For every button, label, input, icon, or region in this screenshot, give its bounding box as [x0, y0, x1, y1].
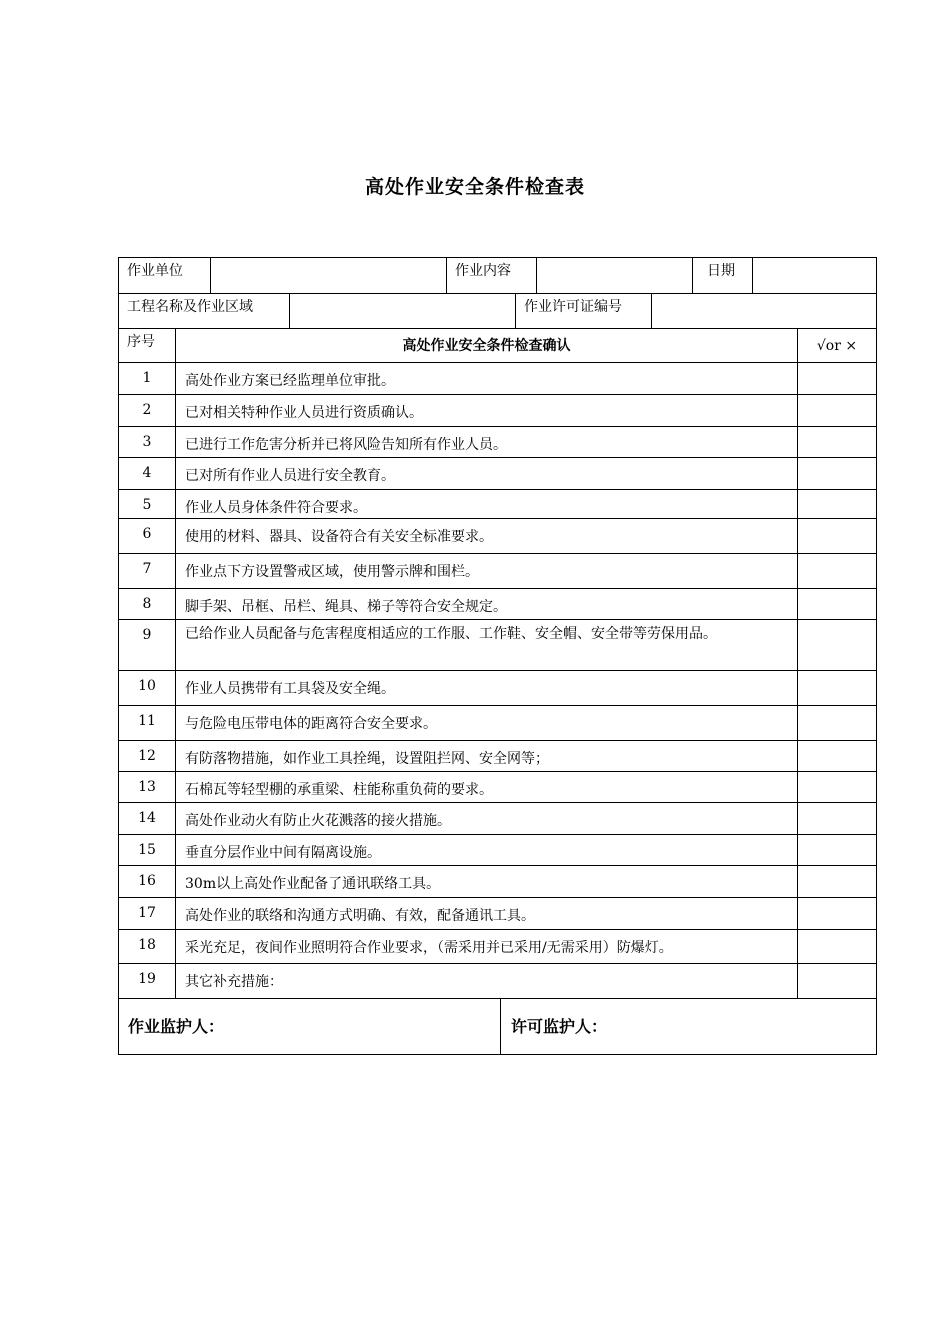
item-number: 8	[119, 589, 176, 620]
table-row	[119, 964, 877, 999]
table-row	[119, 898, 877, 930]
item-text: 垂直分层作业中间有隔离设施。	[176, 835, 798, 866]
table-row	[119, 395, 877, 427]
item-text: 高处作业的联络和沟通方式明确、有效，配备通讯工具。	[176, 898, 798, 930]
table-row	[119, 519, 877, 554]
item-check-field[interactable]	[798, 490, 877, 519]
table-row	[119, 363, 877, 395]
item-check-field[interactable]	[798, 554, 877, 589]
header-row-2	[119, 294, 877, 329]
item-text: 已给作业人员配备与危害程度相适应的工作服、工作鞋、安全帽、安全带等劳保用品。	[176, 620, 798, 671]
table-row	[119, 741, 877, 772]
item-number: 15	[119, 835, 176, 866]
item-text: 高处作业方案已经监理单位审批。	[176, 363, 798, 395]
item-text: 采光充足，夜间作业照明符合作业要求，（需采用并已采用/无需采用）防爆灯。	[176, 930, 798, 964]
item-check-field[interactable]	[798, 930, 877, 964]
item-check-field[interactable]	[798, 671, 877, 706]
content-label: 作业内容	[447, 258, 537, 294]
item-check-field[interactable]	[798, 458, 877, 490]
item-check-field[interactable]	[798, 803, 877, 835]
item-text: 30m以上高处作业配备了通讯联络工具。	[176, 866, 798, 898]
item-text: 作业点下方设置警戒区域，使用警示牌和围栏。	[176, 554, 798, 589]
item-number: 2	[119, 395, 176, 427]
item-text: 作业人员身体条件符合要求。	[176, 490, 798, 519]
table-row	[119, 554, 877, 589]
item-check-field[interactable]	[798, 363, 877, 395]
item-number: 7	[119, 554, 176, 589]
item-number: 18	[119, 930, 176, 964]
item-check-field[interactable]	[798, 395, 877, 427]
table-row	[119, 458, 877, 490]
item-text: 石棉瓦等轻型棚的承重梁、柱能称重负荷的要求。	[176, 772, 798, 803]
item-number: 12	[119, 741, 176, 772]
item-check-field[interactable]	[798, 835, 877, 866]
item-check-field[interactable]	[798, 898, 877, 930]
item-list	[119, 363, 877, 999]
item-number: 10	[119, 671, 176, 706]
item-header: 高处作业安全条件检查确认	[176, 329, 798, 363]
date-label: 日期	[693, 258, 753, 294]
item-number: 1	[119, 363, 176, 395]
permit-label: 作业许可证编号	[516, 294, 652, 329]
supervisor-label: 作业监护人：	[119, 999, 501, 1055]
table-row	[119, 490, 877, 519]
date-field[interactable]	[753, 258, 877, 294]
item-check-field[interactable]	[798, 589, 877, 620]
item-number: 19	[119, 964, 176, 999]
item-text: 已进行工作危害分析并已将风险告知所有作业人员。	[176, 427, 798, 458]
item-text: 其它补充措施：	[176, 964, 798, 999]
table-row	[119, 706, 877, 741]
item-check-field[interactable]	[798, 741, 877, 772]
item-number: 17	[119, 898, 176, 930]
table-row	[119, 620, 877, 671]
table-row	[119, 835, 877, 866]
unit-label: 作业单位	[119, 258, 211, 294]
unit-field[interactable]	[211, 258, 447, 294]
item-text: 已对所有作业人员进行安全教育。	[176, 458, 798, 490]
item-text: 脚手架、吊框、吊栏、绳具、梯子等符合安全规定。	[176, 589, 798, 620]
item-number: 13	[119, 772, 176, 803]
item-text: 已对相关特种作业人员进行资质确认。	[176, 395, 798, 427]
item-check-field[interactable]	[798, 427, 877, 458]
item-number: 11	[119, 706, 176, 741]
item-number: 16	[119, 866, 176, 898]
check-header: √or ×	[798, 329, 877, 363]
table-row	[119, 589, 877, 620]
signature-row	[119, 999, 877, 1055]
item-text: 高处作业动火有防止火花溅落的接火措施。	[176, 803, 798, 835]
item-check-field[interactable]	[798, 706, 877, 741]
page-title: 高处作业安全条件检查表	[364, 176, 585, 198]
item-number: 3	[119, 427, 176, 458]
item-number: 14	[119, 803, 176, 835]
item-number: 6	[119, 519, 176, 554]
item-check-field[interactable]	[798, 772, 877, 803]
item-check-field[interactable]	[798, 866, 877, 898]
item-check-field[interactable]	[798, 519, 877, 554]
permit-supervisor-label: 许可监护人：	[501, 999, 877, 1055]
project-label: 工程名称及作业区域	[119, 294, 290, 329]
inspection-form	[118, 257, 877, 1055]
table-row	[119, 866, 877, 898]
project-field[interactable]	[290, 294, 516, 329]
item-number: 5	[119, 490, 176, 519]
table-row	[119, 427, 877, 458]
column-header-row	[119, 329, 877, 363]
table-row	[119, 671, 877, 706]
item-text: 与危险电压带电体的距离符合安全要求。	[176, 706, 798, 741]
permit-field[interactable]	[652, 294, 877, 329]
content-field[interactable]	[537, 258, 693, 294]
table-row	[119, 930, 877, 964]
item-text: 作业人员携带有工具袋及安全绳。	[176, 671, 798, 706]
table-row	[119, 803, 877, 835]
item-number: 9	[119, 620, 176, 671]
seq-header: 序号	[119, 329, 176, 363]
item-check-field[interactable]	[798, 620, 877, 671]
item-number: 4	[119, 458, 176, 490]
item-text: 使用的材料、器具、设备符合有关安全标准要求。	[176, 519, 798, 554]
table-row	[119, 772, 877, 803]
header-row-1	[119, 258, 877, 294]
item-text: 有防落物措施，如作业工具拴绳，设置阻拦网、安全网等；	[176, 741, 798, 772]
item-check-field[interactable]	[798, 964, 877, 999]
